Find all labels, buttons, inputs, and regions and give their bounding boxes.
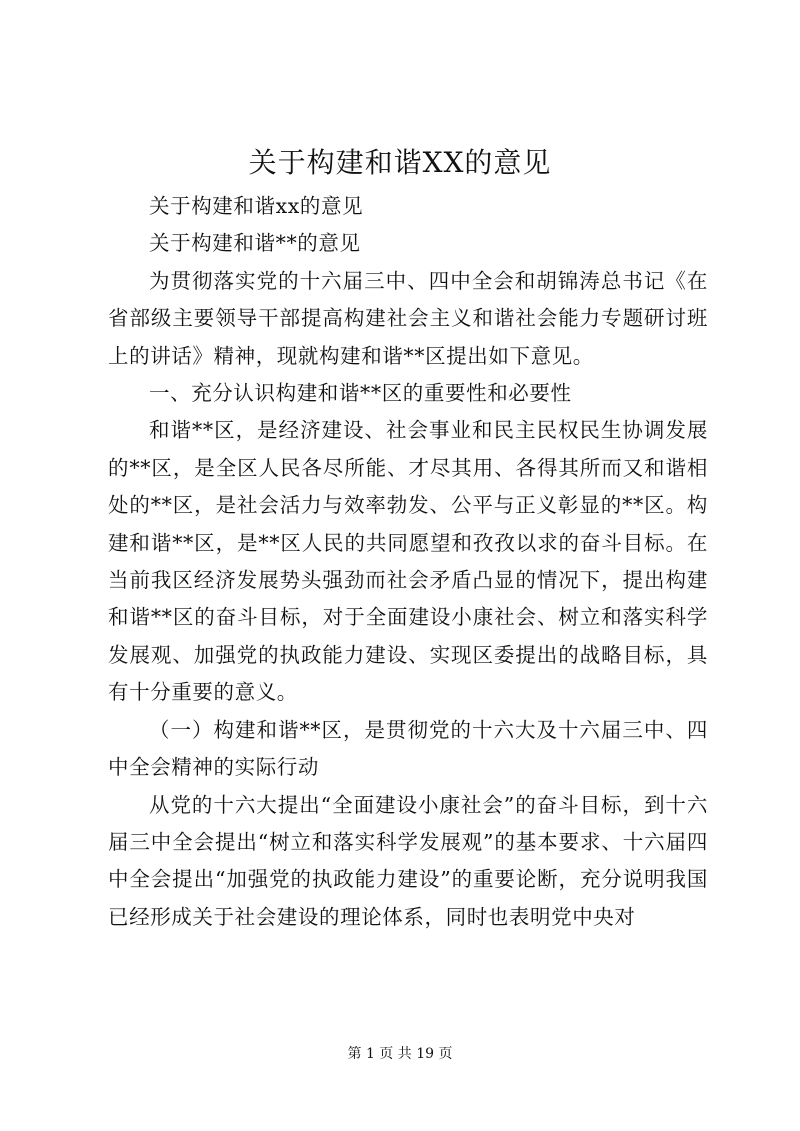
paragraph-subtitle-1: 关于构建和谐xx的意见	[149, 194, 364, 218]
paragraph-intro: 为贯彻落实党的十六届三中、四中全会和胡锦涛总书记《在省部级主要领导干部提高构建社会主义和谐社会能力专题研讨班上的讲话》精神，现就构建和谐**区提出如下意见。	[108, 268, 708, 368]
paragraph-section-1-body: 和谐**区，是经济建设、社会事业和民主民权民生协调发展的**区，是全区人民各尽所能、才尽其用、各得其所而又和谐相处的**区，是社会活力与效率勃发、公平与正义彰显的**区。构建和谐**区，是**区人民的共同愿望和孜孜以求的奋斗目标。在当前我区经济发展势头强劲而社会矛盾凸显的情况下，提出构建和谐**区的奋斗目标，对于全面建设小康社会、树立和落实科学发展观、加强党的执政能力建设、实现区委提出的战略目标，具有十分重要的意义。	[108, 418, 708, 705]
page-footer: 第 1 页 共 19 页	[347, 1046, 453, 1062]
section-heading-1: 一、充分认识构建和谐**区的重要性和必要性	[149, 381, 572, 406]
subsection-heading-1: （一）构建和谐**区，是贯彻党的十六大及十六届三中、四中全会精神的实际行动	[108, 717, 708, 780]
document-title: 关于构建和谐XX的意见	[248, 146, 552, 179]
paragraph-subsection-1-body: 从党的十六大提出“全面建设小康社会”的奋斗目标，到十六届三中全会提出“树立和落实科学发展观”的基本要求、十六届四中全会提出“加强党的执政能力建设”的重要论断，充分说明我国已经形成关于社会建设的理论体系，同时也表明党中央对	[108, 792, 708, 929]
paragraph-subtitle-2: 关于构建和谐**的意见	[149, 231, 361, 256]
document-body	[108, 188, 708, 936]
